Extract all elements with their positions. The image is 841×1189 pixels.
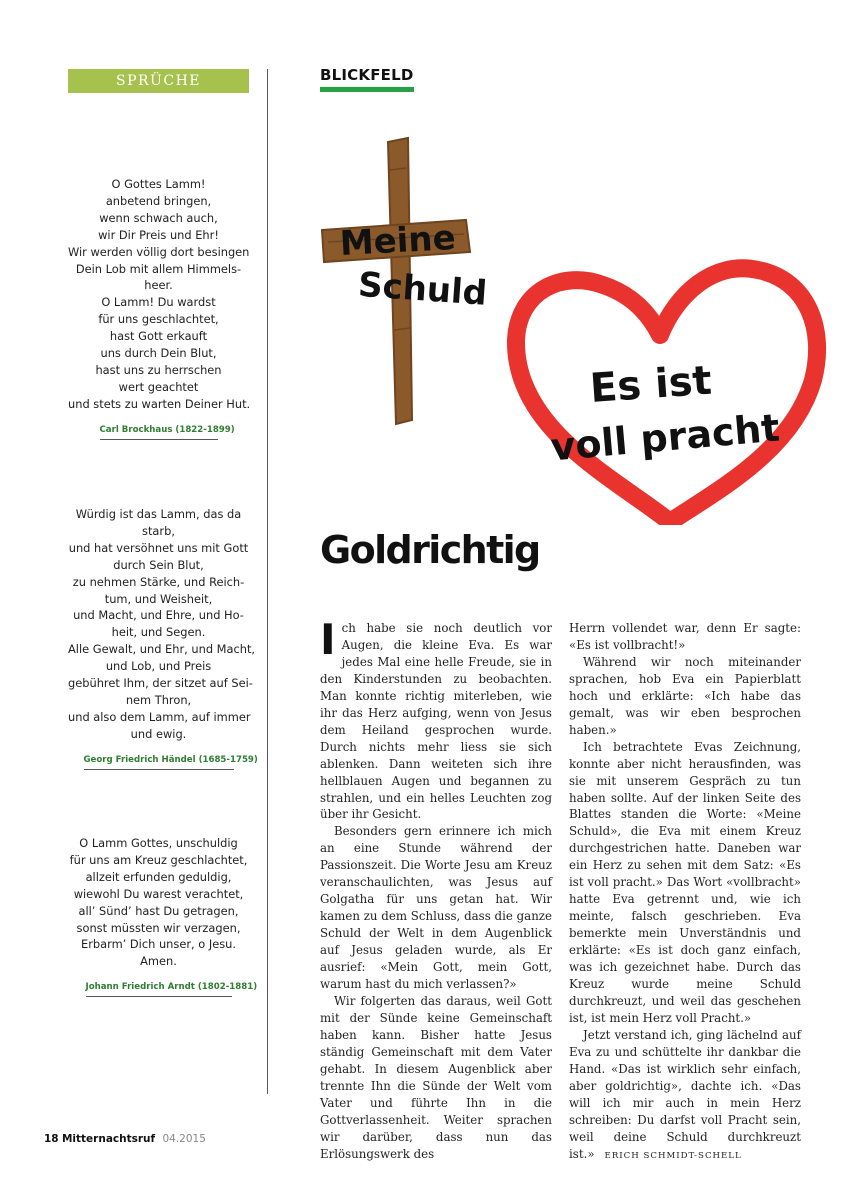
quote-line: wenn schwach auch,	[99, 210, 218, 225]
page-number: 18	[44, 1133, 59, 1145]
quote-line: sonst müssten wir verzagen,	[76, 920, 241, 935]
quote-line: O Gottes Lamm!	[111, 177, 206, 191]
quote-line: O Lamm! Du wardst	[101, 295, 216, 310]
section-label: BLICKFELD	[320, 66, 414, 92]
article-title: Goldrichtig	[320, 528, 540, 572]
paragraph: Herrn vollendet war, denn Er sagte: «Es ist vollbracht!»	[569, 621, 801, 652]
quote-line: hast Gott erkauft	[109, 329, 208, 344]
quote-line: Würdig ist das Lamm, das da	[75, 507, 242, 521]
quote-line: und hat versöhnet uns mit Gott	[68, 540, 249, 555]
quote-line: uns durch Dein Blut,	[100, 346, 217, 361]
article-column-1	[320, 615, 552, 1163]
quote-line: wir Dir Preis und Ehr!	[98, 227, 219, 242]
quote-line: nem Thron,	[125, 692, 192, 707]
quote-line: O Lamm Gottes, unschuldig	[79, 836, 238, 850]
quote-line: für uns geschlachtet,	[98, 312, 219, 327]
article-column-2	[569, 620, 801, 1165]
magazine-name: Mitternachtsruf	[61, 1133, 156, 1145]
quote-line: für uns am Kreuz geschlachtet,	[69, 852, 248, 867]
paragraph: Ich betrachtete Evas Zeichnung, konnte aber nicht herausfinden, was sie mit unserem Gespräch zu tun haben sollte. Auf der linken Seite des Blattes standen die Worte: «Meine Schuld», die Eva mit einem Kreuz durchgestrichen hatte. Daneben war ein Herz zu sehen mit dem Satz: «Es ist voll pracht.» Das Wort «vollbracht» hatte Eva getrennt und, wie ich meinte, falsch geschrieben. Eva bemerkte mein Unverständnis und erklärte: «Es ist doch ganz einfach, was ich gezeichnet habe. Durch das Kreuz wurde meine Schuld durchkreuzt, und weil das geschehen ist, ist mein Herz voll Pracht.»	[569, 739, 801, 1025]
paragraph-text: Jetzt verstand ich, ging lächelnd auf Eva zu und schüttelte ihr dankbar die Hand. «Das ist wirklich sehr einfach, aber goldrichtig», dachte ich. «Das will ich mir auch in mein Herz schreiben: Du darfst voll Pracht sein, weil deine Schuld durchkreuzt ist.»	[569, 1027, 801, 1161]
quote-line: Erbarm’ Dich unser, o Jesu.	[81, 937, 236, 952]
quote-line: wiewohl Du warest verachtet,	[73, 886, 244, 901]
quote-line: allzeit erfunden geduldig,	[85, 869, 232, 884]
paragraph	[569, 1027, 801, 1165]
author-byline: ERICH SCHMIDT-SCHELL	[604, 1150, 742, 1161]
paragraph: Besonders gern erinnere ich mich an eine Stunde während der Passionszeit. Die Worte Jesu am Kreuz veranschaulichten, was Jesus auf Golgatha für uns getan hat. Wir kamen zu dem Schluss, dass die ganze Schuld der Welt in dem Augenblick auf Jesus geladen wurde, als Er ausrief: «Mein Gott, mein Gott, warum hast du mich verlassen?»	[320, 824, 552, 992]
quote-author: Johann Friedrich Arndt (1802-1881)	[86, 980, 232, 997]
quote-line: heer.	[144, 278, 173, 293]
quote-line: anbetend bringen,	[105, 193, 212, 208]
column-divider	[267, 69, 268, 1094]
quote-line: zu nehmen Stärke, und Reich-	[72, 574, 245, 589]
heart-text-line2: voll pracht	[548, 405, 782, 470]
quote-line: und ewig.	[130, 726, 187, 741]
quote-line: durch Sein Blut,	[113, 557, 204, 572]
issue-number: 04.2015	[162, 1133, 206, 1145]
quote-line: starb,	[142, 523, 175, 538]
quote-haendel	[68, 506, 258, 770]
quote-line: Amen.	[140, 954, 177, 969]
sidebar-header: SPRÜCHE	[68, 69, 249, 93]
quote-line: Alle Gewalt, und Ehr, und Macht,	[68, 642, 256, 657]
quote-line: und Macht, und Ehre, und Ho-	[73, 608, 244, 623]
cross-text-line2: Schuld	[356, 264, 489, 314]
quote-arndt	[68, 835, 258, 997]
quote-author: Georg Friedrich Händel (1685-1759)	[84, 753, 234, 770]
paragraph-text: ch habe sie noch deutlich vor Augen, die kleine Eva. Es war jedes Mal eine helle Freude, sie in den Kinderstunden zu beobachten. Man konnte richtig miterleben, wie ihr das Herz aufging, wenn von Jesus dem Heiland gesprochen wurde. Durch nichts mehr liess sie sich ablenken. Dann weiteten sich ihre hellblauen Augen und begannen zu strahlen, und ein helles Leuchten zog über ihr Gesicht.	[320, 621, 552, 822]
child-drawing-illustration	[318, 130, 833, 525]
page-footer	[44, 1133, 206, 1145]
quote-line: Wir werden völlig dort besingen	[68, 244, 250, 259]
quote-line: und stets zu warten Deiner Hut.	[68, 396, 251, 411]
quote-line: tum, und Weisheit,	[104, 591, 213, 606]
quote-line: und Lob, und Preis	[105, 659, 212, 674]
quote-line: und also dem Lamm, auf immer	[68, 709, 251, 724]
quote-author: Carl Brockhaus (1822-1899)	[100, 423, 218, 440]
quote-line: heit, und Segen.	[111, 625, 206, 640]
heart-text-line1: Es ist	[588, 357, 714, 412]
quote-line: gebühret Ihm, der sitzet auf Sei-	[68, 676, 253, 691]
cross-text-line1: Meine	[338, 218, 457, 265]
paragraph: Während wir noch miteinander sprachen, hob Eva ein Papierblatt hoch und erklärte: «Ich habe das gemalt, was wir eben besprochen haben.»	[569, 654, 801, 737]
quote-line: all’ Sünd’ hast Du getragen,	[78, 903, 239, 918]
paragraph	[320, 615, 552, 823]
quote-line: wert geachtet	[118, 379, 199, 394]
drop-cap: I	[320, 615, 336, 664]
quote-brockhaus	[68, 176, 249, 440]
quote-line: hast uns zu herrschen	[95, 362, 222, 377]
quote-line: Dein Lob mit allem Himmels-	[75, 261, 242, 276]
paragraph: Wir folgerten das daraus, weil Gott mit der Sünde keine Gemeinschaft haben kann. Bisher hatte Jesus ständig Gemeinschaft mit dem Vater gehabt. In diesem Augenblick aber trennte Ihn die Sünde der Welt vom Vater und führte Ihn in die Gottverlassenheit. Weiter sprachen wir darüber, dass nun das Erlösungswerk des	[320, 993, 552, 1161]
